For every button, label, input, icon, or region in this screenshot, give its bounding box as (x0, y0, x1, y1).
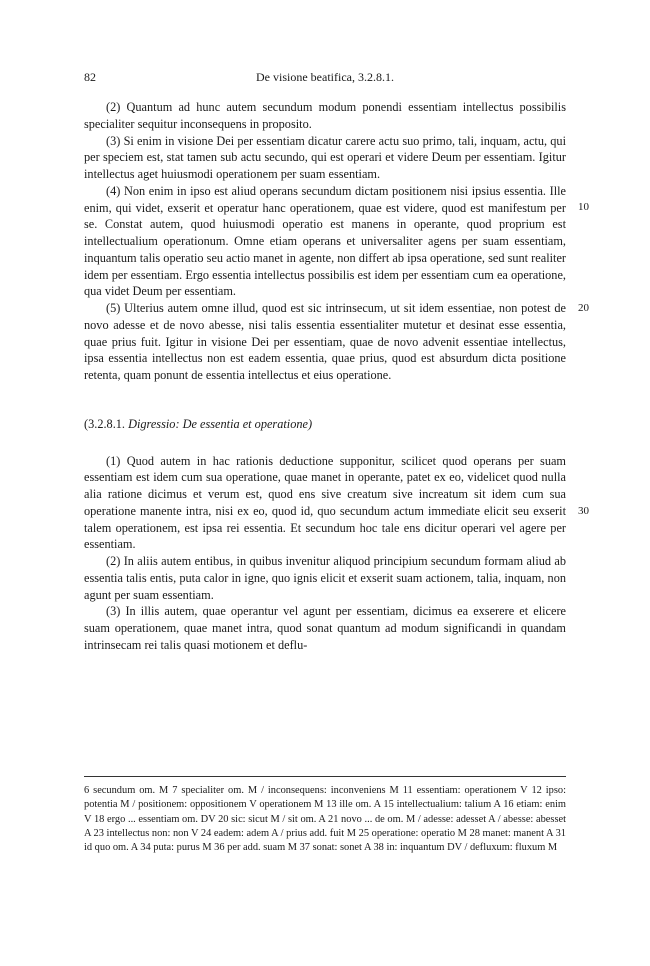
page-number: 82 (84, 70, 96, 84)
running-title: De visione beatifica, 3.2.8.1. (256, 70, 394, 84)
paragraph-5-block (84, 300, 589, 384)
line-number-30: 30 (578, 504, 589, 517)
section-title: Digressio: De essentia et operatione) (128, 416, 313, 431)
digressio-paragraph-3: (3) In illis autem, quae operantur vel agunt per essentiam, dicimus ea exserere et elicere suam operationem, quae manet intra, quod sonat quantum ad modum significandi in quandam intrinsecam rei talis quasi motionem et deflu- (84, 604, 566, 652)
digressio-paragraph-1-block (84, 453, 589, 554)
digressio-paragraph-1: (1) Quod autem in hac rationis deductione supponitur, scilicet quod operans per suam essentiam est idem cum sua operatione, quae manet in operante, patet ex eo, videlicet quod nulla alia ratione dicimus et verum est, quod ens sive creatum sive increatum sit idem cum sua operatione manente intra, nisi ex eo, quod id, quo secundum actum immediate elicit seu exserit talem operationem, est ipsa rei essentia. Et secundum hoc tale ens dicitur operari vel agere per essentiam. (84, 453, 566, 552)
main-text (84, 99, 589, 654)
paragraph-5: (5) Ulterius autem omne illud, quod est sic intrinsecum, ut sit idem essentiae, non potest de novo adesse et de novo abesse, nisi talis essentia essentialiter mutetur et desinat esse essentia, quae prius fuit. Igitur in visione Dei per essentiam, quae de novo advenit essentiae intellectus, ipsa essentia intellectus non est eadem essentia, quae prius, quod est absurdum dicta positione retenta, quam ponunt de essentia intellectus et eius operatione. (84, 301, 566, 382)
line-number-20: 20 (578, 302, 589, 314)
section-number: (3.2.8.1. (84, 416, 125, 431)
paragraph-2: (2) Quantum ad hunc autem secundum modum ponendi essentiam intellectus possibilis specialiter sequitur inconsequens in proposito. (84, 100, 566, 131)
paragraph-4: (4) Non enim in ipso est aliud operans secundum dictam positionem nisi ipsius essentia. Ille enim, qui videt, exserit et operatur hanc operationem, quae est videre, quod est manifestum per se. Constat autem, quod huiusmodi operatio est manens in operante, quod proprium est intellectualium operationum. Omne etiam operans et universaliter agens per suam essentiam, inquantum talis operatio seu actio manet in agente, non differt ab ipsa operatione, sed sunt realiter idem per essentiam. Ergo essentia intellectus possibilis est idem per essentiam cum ea operatione, qua videt Deum per essentiam. (84, 183, 566, 299)
critical-apparatus: 6 secundum om. M 7 specialiter om. M / inconsequens: inconveniens M 11 essentiam: operationem V 12 ipso: potentia M / positionem: oppositionem V operationem M 13 ille om. A 15 intellectualium: talium A 16 etiam: enim V 18 ergo ... essentiam om. DV 20 sic: sicut M / sit om. A 21 novo ... de om. M / adesse: adesset A / abesse: abesset A 23 intellectus non: non V 24 eadem: adem A / prius add. fuit M 25 operatione: operatio M 28 manet: manent A 31 id quo om. A 34 puta: purus M 36 per add. suam M 37 sonat: sonet A 38 in: inquantum DV / defluxum: fluxum M (84, 785, 566, 854)
footnote-rule (84, 776, 566, 777)
line-number-10: 10 (578, 200, 589, 213)
running-head (84, 70, 566, 88)
section-heading (84, 416, 566, 433)
paragraph-3: (3) Si enim in visione Dei per essentiam dicatur carere actu suo primo, tali, inquam, actu, qui per speciem est, stat tamen sub actu secundo, qui est operari et videre Deum per essentiam. Igitur intellectus aget huiusmodi operationem per suam essentiam. (84, 133, 566, 181)
paragraph-3-block (84, 133, 589, 213)
digressio-paragraph-2: (2) In aliis autem entibus, in quibus invenitur aliquod principium secundum formam aliud ab essentia talis entis, puta calor in igne, quo ignis elicit et exserit suam actionem, talia, inquam, non agunt per suam essentiam. (84, 554, 566, 602)
